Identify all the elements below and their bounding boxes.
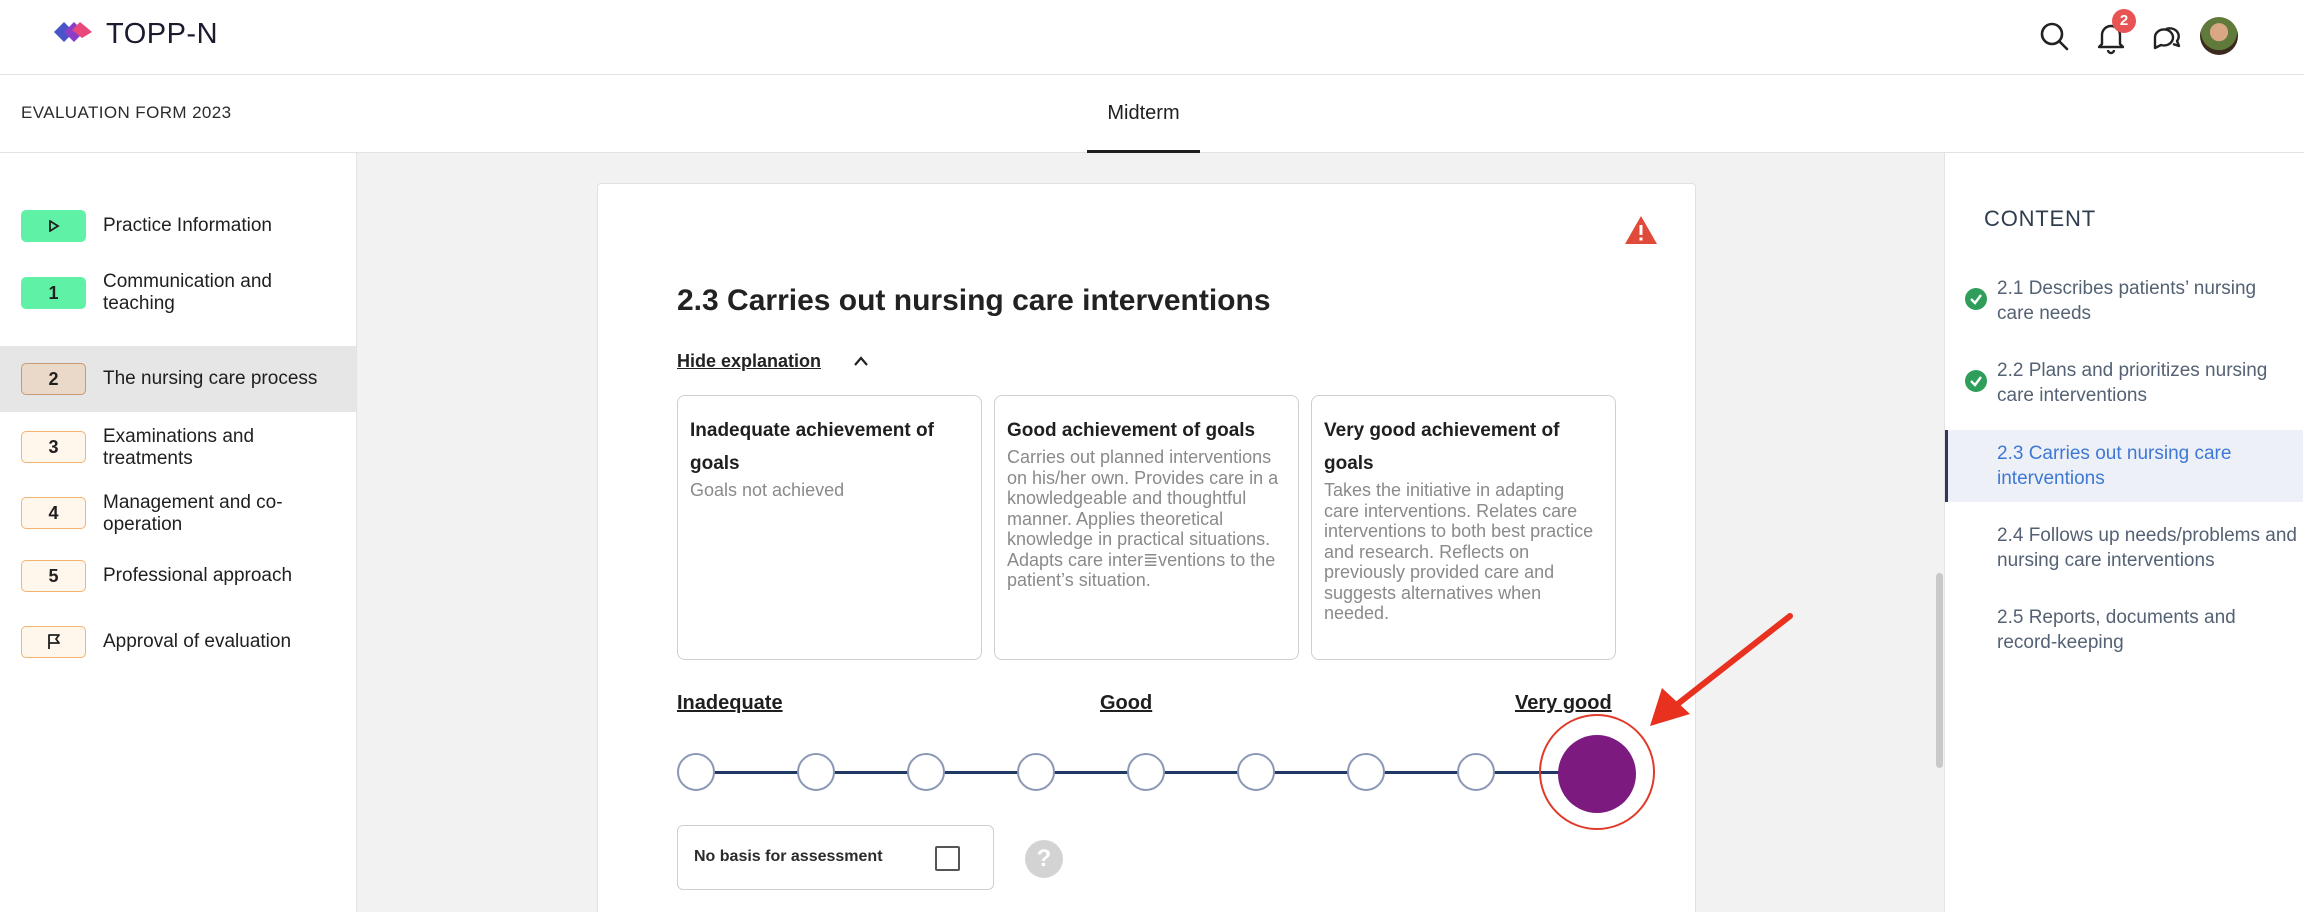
section-sidebar (0, 153, 357, 912)
toc-item-label: 2.4 Follows up needs/problems and nursing care interventions (1997, 525, 2297, 571)
tab-midterm[interactable] (1087, 75, 1200, 153)
toc-item-2-1[interactable] (1945, 276, 2303, 348)
check-circle-icon (1965, 370, 1987, 392)
sidebar-item-label: Practice Information (103, 215, 272, 236)
help-icon[interactable]: ? (1025, 840, 1063, 878)
chat-icon[interactable] (2146, 18, 2184, 56)
scrollbar[interactable] (1936, 573, 1943, 768)
scale-label-good: Good (1100, 692, 1153, 714)
sidebar-item-approval[interactable] (0, 621, 356, 685)
toc-item-label: 2.1 Describes patients’ nursing care needs (1997, 278, 2257, 324)
section-title: 2.3 Carries out nursing care interventions (677, 284, 1271, 317)
sidebar-badge (21, 626, 86, 658)
sidebar-item-examinations[interactable] (0, 426, 356, 490)
form-header (0, 75, 2304, 153)
sidebar-item-practice-information[interactable] (0, 210, 356, 274)
sidebar-item-label: Professional approach (103, 565, 293, 586)
sidebar-badge: 2 (21, 363, 86, 395)
toc-item-2-2[interactable] (1945, 358, 2303, 430)
no-basis-option[interactable] (677, 825, 994, 890)
sidebar-item-management[interactable] (0, 492, 356, 556)
toc-item-label: 2.2 Plans and prioritizes nursing care interventions (1997, 360, 2268, 406)
sidebar-item-professional-approach[interactable] (0, 555, 356, 619)
sidebar-badge: 4 (21, 497, 86, 529)
toc-item-2-3[interactable] (1945, 430, 2303, 502)
explanation-text: Goals not achieved (690, 480, 845, 500)
rating-option-6[interactable] (1237, 753, 1275, 791)
sidebar-item-label: Communication and teaching (103, 271, 272, 314)
explanation-title: Very good achievement of goals (1324, 420, 1560, 474)
hide-explanation-link[interactable]: Hide explanation (677, 351, 822, 371)
explanation-box-good (994, 395, 1299, 660)
play-icon (48, 220, 60, 232)
sidebar-item-nursing-care-process[interactable] (0, 346, 356, 412)
tab-midterm-label: Midterm (1107, 102, 1180, 124)
no-basis-checkbox[interactable] (935, 846, 960, 871)
sidebar-item-label: Approval of evaluation (103, 631, 292, 652)
sidebar-item-communication[interactable] (0, 271, 356, 341)
notification-count-badge: 2 (2112, 9, 2136, 33)
rating-option-4[interactable] (1017, 753, 1055, 791)
top-bar (0, 0, 2304, 75)
rating-option-2[interactable] (797, 753, 835, 791)
sidebar-item-label: The nursing care process (103, 368, 318, 389)
form-title: EVALUATION FORM 2023 (21, 103, 232, 122)
topp-n-logo (52, 16, 94, 48)
rating-option-1[interactable] (677, 753, 715, 791)
scale-label-inadequate: Inadequate (677, 692, 783, 714)
rating-option-7[interactable] (1347, 753, 1385, 791)
search-icon[interactable] (2036, 18, 2074, 56)
chevron-up-icon[interactable] (852, 354, 870, 368)
explanation-text: Carries out planned interventions on his/her own. Provides care in a knowledgeable and thoughtful manner. Applies theoretical knowledge in practical situations. Adapts care inter≣ventions to the patient’s situation. (1007, 447, 1279, 590)
rating-option-8[interactable] (1457, 753, 1495, 791)
check-circle-icon (1965, 288, 1987, 310)
sidebar-badge: 3 (21, 431, 86, 463)
content-panel-title: CONTENT (1984, 206, 2096, 231)
no-basis-label: No basis for assessment (694, 848, 883, 865)
rating-option-3[interactable] (907, 753, 945, 791)
toc-item-label: 2.3 Carries out nursing care interventions (1997, 443, 2232, 489)
toc-item-2-5[interactable] (1945, 605, 2303, 677)
scale-label-very-good: Very good (1515, 692, 1612, 714)
annotation-arrow-icon (1640, 610, 1800, 730)
sidebar-item-label: Examinations and treatments (103, 426, 255, 469)
explanation-text: Takes the initiative in adapting care interventions. Relates care interventions to both best practice and research. Reflects on previously provided care and suggests alternatives when needed. (1324, 480, 1594, 623)
user-avatar[interactable] (2200, 17, 2238, 55)
annotation-highlight-circle (1539, 714, 1655, 830)
explanation-box-very-good (1311, 395, 1616, 660)
explanation-box-inadequate (677, 395, 982, 660)
toc-item-label: 2.5 Reports, documents and record-keeping (1997, 607, 2236, 653)
sidebar-badge: 5 (21, 560, 86, 592)
sidebar-badge: 1 (21, 277, 86, 309)
explanation-title: Good achievement of goals (1007, 420, 1256, 441)
toc-item-2-4[interactable] (1945, 523, 2303, 595)
sidebar-item-label: Management and co-operation (103, 492, 283, 535)
flag-icon (45, 633, 63, 651)
warning-icon (1624, 215, 1658, 245)
explanation-title: Inadequate achievement of goals (690, 420, 934, 474)
rating-option-5[interactable] (1127, 753, 1165, 791)
app-name: TOPP-N (106, 18, 219, 50)
sidebar-badge (21, 210, 86, 242)
